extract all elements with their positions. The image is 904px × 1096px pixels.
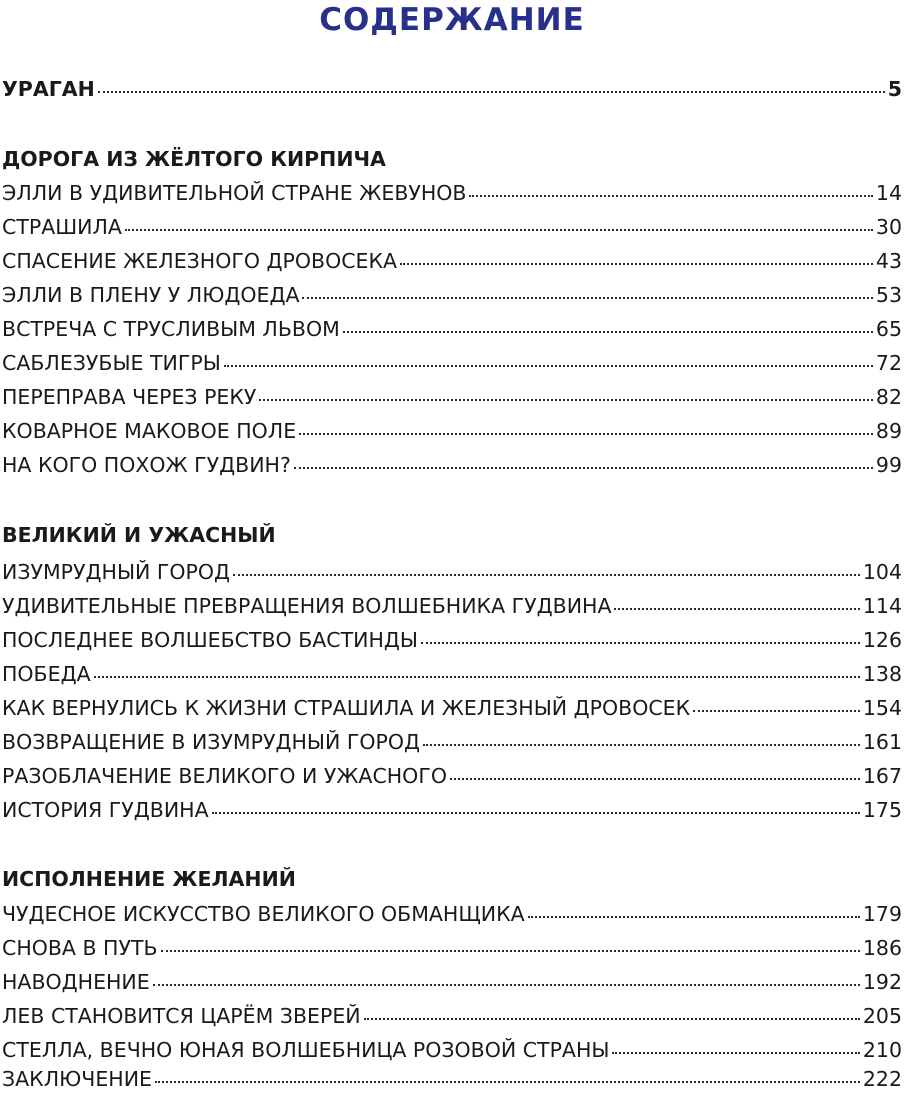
toc-entry[interactable] (2, 793, 902, 827)
toc-leader-dots (364, 1018, 860, 1020)
toc-entry-page: 53 (875, 283, 902, 307)
toc-leader-dots (400, 263, 873, 265)
toc-leader-dots (343, 331, 873, 333)
toc-entry[interactable] (2, 589, 902, 623)
toc-entry-page: 210 (862, 1038, 902, 1062)
toc-entry-label: ПОСЛЕДНЕЕ ВОЛШЕБСТВО БАСТИНДЫ (2, 628, 418, 652)
page-title: СОДЕРЖАНИЕ (319, 2, 585, 38)
toc-entry-label: ИСТОРИЯ ГУДВИНА (2, 798, 209, 822)
toc-entry-label: ЗАКЛЮЧЕНИЕ (2, 1067, 152, 1091)
toc-entry[interactable] (2, 657, 902, 691)
toc-entry-label: ВОЗВРАЩЕНИЕ В ИЗУМРУДНЫЙ ГОРОД (2, 730, 420, 754)
toc-entry-page: 104 (862, 560, 902, 584)
toc-entry-label: РАЗОБЛАЧЕНИЕ ВЕЛИКОГО И УЖАСНОГО (2, 764, 447, 788)
toc-entry[interactable] (2, 623, 902, 657)
toc-leader-dots (614, 608, 859, 610)
toc-entry-label: ЭЛЛИ В УДИВИТЕЛЬНОЙ СТРАНЕ ЖЕВУНОВ (2, 181, 467, 205)
toc-leader-dots (693, 710, 860, 712)
toc-entry[interactable] (2, 691, 902, 725)
toc-entry-label: СТРАШИЛА (2, 215, 122, 239)
toc-entry[interactable] (2, 965, 902, 999)
toc-entry[interactable] (2, 312, 902, 346)
toc-leader-dots (302, 297, 872, 299)
toc-entry[interactable] (2, 380, 902, 414)
toc-entry-label: ЧУДЕСНОЕ ИСКУССТВО ВЕЛИКОГО ОБМАНЩИКА (2, 902, 525, 926)
toc-leader-dots (469, 195, 872, 197)
toc-entry-page: 43 (875, 249, 902, 273)
toc-entry[interactable] (2, 897, 902, 931)
toc-entry[interactable] (2, 210, 902, 244)
toc-leader-dots (450, 778, 860, 780)
toc-leader-dots (224, 365, 873, 367)
toc-leader-dots (259, 399, 872, 401)
toc-entry-page: 5 (887, 77, 902, 101)
toc-entry-label: ПЕРЕПРАВА ЧЕРЕЗ РЕКУ (2, 385, 257, 409)
toc-entry-label: УДИВИТЕЛЬНЫЕ ПРЕВРАЩЕНИЯ ВОЛШЕБНИКА ГУДВИНА (2, 594, 612, 618)
toc-entry-label: ВСТРЕЧА С ТРУСЛИВЫМ ЛЬВОМ (2, 317, 340, 341)
toc-entry-page: 205 (862, 1004, 902, 1028)
toc-entry-label: ПОБЕДА (2, 662, 91, 686)
section-title: ДОРОГА ИЗ ЖЁЛТОГО КИРПИЧА (2, 147, 386, 171)
toc-entry-label: СПАСЕНИЕ ЖЕЛЕЗНОГО ДРОВОСЕКА (2, 249, 398, 273)
toc-entry-page: 65 (875, 317, 902, 341)
toc-leader-dots (294, 467, 873, 469)
toc-entry-page: 179 (862, 902, 902, 926)
toc-entry[interactable] (2, 725, 902, 759)
toc-entry[interactable] (2, 346, 902, 380)
toc-entry-page: 138 (862, 662, 902, 686)
toc-entry[interactable] (2, 931, 902, 965)
toc-leader-dots (212, 812, 860, 814)
toc-entry-page: 114 (862, 594, 902, 618)
toc-entry-label: САБЛЕЗУБЫЕ ТИГРЫ (2, 351, 221, 375)
toc-entry[interactable] (2, 278, 902, 312)
toc-entry-page: 30 (875, 215, 902, 239)
toc-entry[interactable] (2, 448, 902, 482)
toc-leader-dots (612, 1052, 859, 1054)
toc-entry-page: 222 (862, 1067, 902, 1091)
toc-entry[interactable] (2, 72, 902, 106)
toc-entry-label: СТЕЛЛА, ВЕЧНО ЮНАЯ ВОЛШЕБНИЦА РОЗОВОЙ СТРАНЫ (2, 1038, 610, 1062)
toc-leader-dots (528, 916, 860, 918)
toc-entry-page: 89 (875, 419, 902, 443)
toc-entry[interactable] (2, 414, 902, 448)
toc-leader-dots (161, 950, 860, 952)
toc-entry-label: КАК ВЕРНУЛИСЬ К ЖИЗНИ СТРАШИЛА И ЖЕЛЕЗНЫЙ ДРОВОСЕК (2, 696, 691, 720)
toc-entry-page: 175 (862, 798, 902, 822)
section-title: ВЕЛИКИЙ И УЖАСНЫЙ (2, 523, 276, 547)
toc-entry[interactable] (2, 244, 902, 278)
toc-entry[interactable] (2, 759, 902, 793)
toc-entry-label: УРАГАН (2, 77, 95, 101)
toc-entry-page: 82 (875, 385, 902, 409)
toc-entry-label: ЛЕВ СТАНОВИТСЯ ЦАРЁМ ЗВЕРЕЙ (2, 1004, 361, 1028)
toc-entry-label: СНОВА В ПУТЬ (2, 936, 158, 960)
toc-entry-page: 126 (862, 628, 902, 652)
section-title: ИСПОЛНЕНИЕ ЖЕЛАНИЙ (2, 867, 296, 891)
toc-entry-label: КОВАРНОЕ МАКОВОЕ ПОЛЕ (2, 419, 297, 443)
toc-entry-page: 186 (862, 936, 902, 960)
toc-leader-dots (421, 642, 860, 644)
toc-entry-page: 167 (862, 764, 902, 788)
toc-entry-page: 161 (862, 730, 902, 754)
toc-leader-dots (233, 574, 860, 576)
toc-entry-label: НА КОГО ПОХОЖ ГУДВИН? (2, 453, 291, 477)
toc-leader-dots (299, 433, 873, 435)
toc-entry[interactable] (2, 1062, 902, 1096)
toc-entry-page: 154 (862, 696, 902, 720)
toc-leader-dots (94, 676, 860, 678)
toc-entry[interactable] (2, 555, 902, 589)
toc-entry[interactable] (2, 176, 902, 210)
toc-entry-page: 99 (875, 453, 902, 477)
toc-entry-label: ИЗУМРУДНЫЙ ГОРОД (2, 560, 231, 584)
toc-leader-dots (125, 229, 873, 231)
toc-leader-dots (153, 984, 860, 986)
toc-entry-page: 14 (875, 181, 902, 205)
toc-leader-dots (155, 1081, 860, 1083)
toc-leader-dots (98, 91, 885, 93)
toc-entry-label: НАВОДНЕНИЕ (2, 970, 150, 994)
toc-entry[interactable] (2, 999, 902, 1033)
toc-entry-page: 192 (862, 970, 902, 994)
toc-leader-dots (423, 744, 860, 746)
toc-entry-page: 72 (875, 351, 902, 375)
toc-entry-label: ЭЛЛИ В ПЛЕНУ У ЛЮДОЕДА (2, 283, 300, 307)
